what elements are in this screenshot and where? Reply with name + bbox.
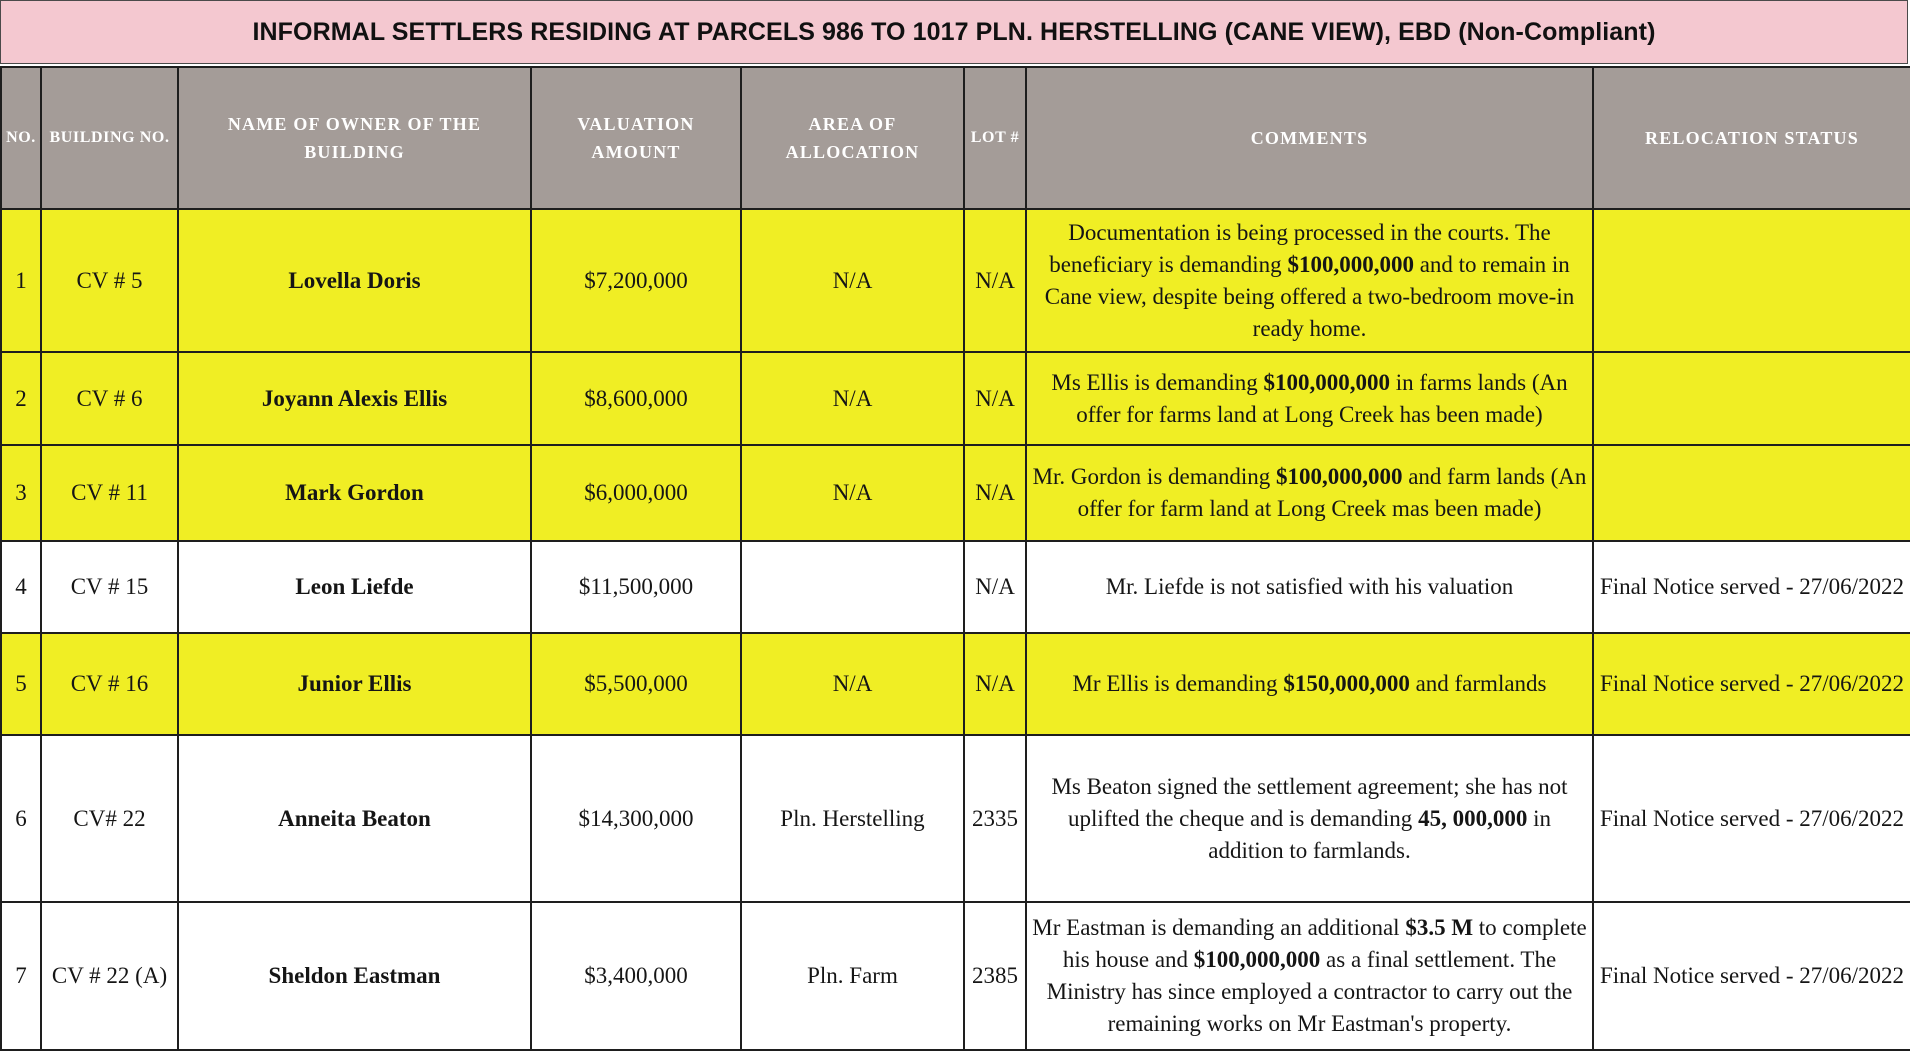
comment-text: Documentation is being processed in the courts. The beneficiary is demanding xyxy=(1049,219,1551,277)
table-row xyxy=(1,735,1910,902)
cell-lot: N/A xyxy=(964,445,1026,541)
comment-text: in farms lands (An offer for farms land at Long Creek has been made) xyxy=(1076,369,1568,427)
comment-amount: $3.5 M xyxy=(1405,915,1474,940)
cell-area: N/A xyxy=(741,445,964,541)
cell-relocation-status xyxy=(1593,209,1910,352)
cell-building-no: CV # 5 xyxy=(41,209,178,352)
header-building-no: BUILDING NO. xyxy=(41,67,178,209)
header-owner: NAME OF OWNER OF THE BUILDING xyxy=(178,67,531,209)
cell-no: 2 xyxy=(1,352,41,445)
cell-building-no: CV# 22 xyxy=(41,735,178,902)
cell-no: 6 xyxy=(1,735,41,902)
cell-lot: 2335 xyxy=(964,735,1026,902)
cell-lot: 2385 xyxy=(964,902,1026,1050)
comment-text: and farmlands xyxy=(1409,671,1547,696)
cell-building-no: CV # 15 xyxy=(41,541,178,633)
cell-comments xyxy=(1026,352,1593,445)
cell-building-no: CV # 11 xyxy=(41,445,178,541)
cell-no: 3 xyxy=(1,445,41,541)
comment-text: Mr Ellis is demanding xyxy=(1072,671,1284,696)
table-row xyxy=(1,445,1910,541)
cell-comments xyxy=(1026,445,1593,541)
header-row xyxy=(1,67,1910,209)
cell-area: Pln. Herstelling xyxy=(741,735,964,902)
cell-valuation: $14,300,000 xyxy=(531,735,741,902)
cell-valuation: $7,200,000 xyxy=(531,209,741,352)
table-row xyxy=(1,209,1910,352)
cell-relocation-status: Final Notice served - 27/06/2022 xyxy=(1593,541,1910,633)
header-comments: COMMENTS xyxy=(1026,67,1593,209)
cell-comments xyxy=(1026,902,1593,1050)
comment-text: Ms Beaton signed the settlement agreement; she has not uplifted the cheque and is demanding xyxy=(1051,773,1568,831)
cell-area: N/A xyxy=(741,209,964,352)
cell-no: 5 xyxy=(1,633,41,735)
cell-comments xyxy=(1026,541,1593,633)
cell-lot: N/A xyxy=(964,541,1026,633)
cell-lot: N/A xyxy=(964,209,1026,352)
settlers-table xyxy=(0,66,1910,1051)
cell-no: 7 xyxy=(1,902,41,1050)
cell-comments xyxy=(1026,735,1593,902)
comment-amount: 45, 000,000 xyxy=(1418,805,1528,831)
table-row xyxy=(1,902,1910,1050)
table-title-bar xyxy=(0,0,1908,64)
header-relocation: RELOCATION STATUS xyxy=(1593,67,1910,209)
cell-area xyxy=(741,541,964,633)
cell-area: N/A xyxy=(741,633,964,735)
cell-owner: Anneita Beaton xyxy=(178,735,531,902)
table-row xyxy=(1,352,1910,445)
cell-relocation-status xyxy=(1593,445,1910,541)
comment-amount: $150,000,000 xyxy=(1283,671,1410,696)
table-row xyxy=(1,541,1910,633)
header-lot: LOT # xyxy=(964,67,1026,209)
cell-no: 4 xyxy=(1,541,41,633)
comment-amount: $100,000,000 xyxy=(1287,251,1414,277)
cell-owner: Mark Gordon xyxy=(178,445,531,541)
table-row xyxy=(1,633,1910,735)
cell-valuation: $5,500,000 xyxy=(531,633,741,735)
cell-owner: Sheldon Eastman xyxy=(178,902,531,1050)
comment-text: in addition to farmlands. xyxy=(1208,805,1551,863)
table-body xyxy=(1,209,1910,1050)
cell-owner: Leon Liefde xyxy=(178,541,531,633)
header-no: NO. xyxy=(1,67,41,209)
comment-text: and to remain in Cane view, despite being offered a two-bedroom move-in ready home. xyxy=(1044,251,1575,341)
cell-owner: Junior Ellis xyxy=(178,633,531,735)
cell-owner: Lovella Doris xyxy=(178,209,531,352)
cell-building-no: CV # 22 (A) xyxy=(41,902,178,1050)
comment-text: as a final settlement. The Ministry has since employed a contractor to carry out the remaining works on Mr Eastman's property. xyxy=(1046,947,1573,1036)
cell-relocation-status: Final Notice served - 27/06/2022 xyxy=(1593,735,1910,902)
cell-relocation-status: Final Notice served - 27/06/2022 xyxy=(1593,902,1910,1050)
cell-no: 1 xyxy=(1,209,41,352)
cell-valuation: $11,500,000 xyxy=(531,541,741,633)
cell-valuation: $8,600,000 xyxy=(531,352,741,445)
table-title: INFORMAL SETTLERS RESIDING AT PARCELS 986 TO 1017 PLN. HERSTELLING (CANE VIEW), EBD (Non-Compliant) xyxy=(252,17,1656,46)
cell-lot: N/A xyxy=(964,352,1026,445)
comment-amount: $100,000,000 xyxy=(1275,464,1403,489)
cell-comments xyxy=(1026,633,1593,735)
cell-valuation: $6,000,000 xyxy=(531,445,741,541)
cell-area: Pln. Farm xyxy=(741,902,964,1050)
cell-building-no: CV # 6 xyxy=(41,352,178,445)
comment-text: to complete his house and xyxy=(1062,915,1587,972)
cell-comments xyxy=(1026,209,1593,352)
header-valuation: VALUATION AMOUNT xyxy=(531,67,741,209)
comment-text: Ms Ellis is demanding xyxy=(1051,369,1264,395)
comment-text: and farm lands (An offer for farm land at Long Creek mas been made) xyxy=(1077,464,1587,521)
header-area: AREA OF ALLOCATION xyxy=(741,67,964,209)
cell-owner: Joyann Alexis Ellis xyxy=(178,352,531,445)
comment-amount: $100,000,000 xyxy=(1263,369,1391,395)
cell-area: N/A xyxy=(741,352,964,445)
cell-building-no: CV # 16 xyxy=(41,633,178,735)
cell-relocation-status: Final Notice served - 27/06/2022 xyxy=(1593,633,1910,735)
comment-text: Mr. Liefde is not satisfied with his valuation xyxy=(1105,574,1514,599)
comment-amount: $100,000,000 xyxy=(1193,947,1321,972)
cell-lot: N/A xyxy=(964,633,1026,735)
cell-valuation: $3,400,000 xyxy=(531,902,741,1050)
cell-relocation-status xyxy=(1593,352,1910,445)
comment-text: Mr Eastman is demanding an additional xyxy=(1032,915,1406,940)
comment-text: Mr. Gordon is demanding xyxy=(1032,464,1276,489)
